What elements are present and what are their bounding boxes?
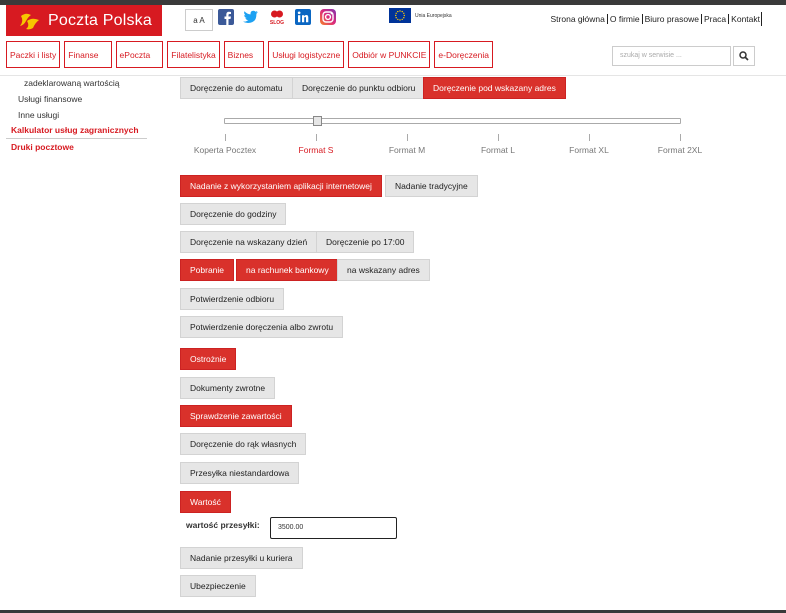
top-link-about[interactable]: O firmie [608, 14, 643, 24]
nav-parcels[interactable]: Paczki i listy [6, 41, 60, 68]
tab-delivery-point[interactable]: Doręczenie do punktu odbioru [292, 77, 425, 99]
main-nav [6, 41, 497, 68]
social-badge-text: SLOG [269, 20, 285, 25]
search-button[interactable] [733, 46, 755, 66]
top-link-jobs[interactable]: Praca [702, 14, 729, 24]
sidebar-item-forms[interactable]: Druki pocztowe [11, 142, 74, 152]
format-tick [498, 134, 499, 141]
delivery-by-hour-button[interactable]: Doręczenie do godziny [180, 203, 286, 225]
nav-pickup-point[interactable]: Odbiór w PUNKCIE [348, 41, 430, 68]
format-label-m[interactable]: Format M [388, 145, 426, 155]
return-documents-button[interactable]: Dokumenty zwrotne [180, 377, 275, 399]
nav-finance[interactable]: Finanse [64, 41, 111, 68]
tab-delivery-address[interactable]: Doręczenie pod wskazany adres [423, 77, 566, 99]
delivery-confirmation-button[interactable]: Potwierdzenie doręczenia albo zwrotu [180, 316, 343, 338]
nav-epoczta[interactable]: ePoczta [116, 41, 164, 68]
non-standard-button[interactable]: Przesyłka niestandardowa [180, 462, 299, 484]
sidebar-item-declared-value[interactable]: zadeklarowaną wartością [24, 78, 120, 88]
insurance-button[interactable]: Ubezpieczenie [180, 575, 256, 597]
header-divider [0, 75, 786, 76]
format-tick [589, 134, 590, 141]
nav-logistics[interactable]: Usługi logistyczne [268, 41, 344, 68]
logo[interactable] [6, 5, 162, 36]
cod-address-button[interactable]: na wskazany adres [337, 259, 430, 281]
posthorn-icon [18, 11, 42, 31]
own-hands-button[interactable]: Doręczenie do rąk własnych [180, 433, 306, 455]
top-links-end-divider [761, 12, 762, 26]
nav-business[interactable]: Biznes [224, 41, 265, 68]
delivery-on-day-button[interactable]: Doręczenie na wskazany dzień [180, 231, 317, 253]
nav-e-delivery[interactable]: e-Doręczenia [434, 41, 493, 68]
fragile-button[interactable]: Ostrożnie [180, 348, 236, 370]
posting-traditional-button[interactable]: Nadanie tradycyjne [385, 175, 478, 197]
top-link-contact[interactable]: Kontakt [731, 14, 760, 24]
sidebar-divider [6, 138, 147, 139]
font-size-toggle[interactable]: a A [185, 9, 213, 31]
search-input[interactable]: szukaj w serwisie ... [612, 46, 731, 66]
format-slider-handle[interactable] [313, 116, 322, 126]
top-link-press[interactable]: Biuro prasowe [643, 14, 702, 24]
cod-button[interactable]: Pobranie [180, 259, 234, 281]
brand-name: Poczta Polska [48, 11, 152, 29]
value-label: wartość przesyłki: [186, 520, 260, 530]
courier-pickup-button[interactable]: Nadanie przesyłki u kuriera [180, 547, 303, 569]
tab-delivery-locker[interactable]: Doręczenie do automatu [180, 77, 293, 99]
format-slider-track[interactable] [224, 118, 681, 124]
format-tick [316, 134, 317, 141]
facebook-icon[interactable] [218, 9, 234, 25]
slido-icon[interactable] [268, 9, 286, 25]
twitter-icon[interactable] [242, 9, 259, 25]
sidebar-item-financial[interactable]: Usługi finansowe [18, 94, 83, 104]
receipt-confirmation-button[interactable]: Potwierdzenie odbioru [180, 288, 284, 310]
format-tick [225, 134, 226, 141]
format-tick [407, 134, 408, 141]
nav-philately[interactable]: Filatelistyka [167, 41, 219, 68]
top-link-home[interactable]: Strona główna [549, 14, 608, 24]
linkedin-icon[interactable] [295, 9, 311, 25]
sidebar-item-other[interactable]: Inne usługi [18, 110, 60, 120]
format-label-xl[interactable]: Format XL [569, 145, 609, 155]
value-input[interactable]: 3500.00 [270, 517, 397, 539]
format-label-envelope[interactable]: Koperta Pocztex [193, 145, 257, 155]
format-label-2xl[interactable]: Format 2XL [657, 145, 703, 155]
eu-flag-icon [389, 8, 411, 23]
content-check-button[interactable]: Sprawdzenie zawartości [180, 405, 292, 427]
format-label-s[interactable]: Format S [298, 145, 334, 155]
delivery-after-17-button[interactable]: Doręczenie po 17:00 [316, 231, 414, 253]
cod-bank-button[interactable]: na rachunek bankowy [236, 259, 339, 281]
posting-app-button[interactable]: Nadanie z wykorzystaniem aplikacji internetowej [180, 175, 382, 197]
top-links [549, 14, 762, 24]
value-button[interactable]: Wartość [180, 491, 231, 513]
sidebar-item-calculator[interactable]: Kalkulator usług zagranicznych [11, 125, 139, 135]
format-label-l[interactable]: Format L [480, 145, 516, 155]
format-tick [680, 134, 681, 141]
search-icon [739, 51, 749, 61]
eu-label: Unia Europejska [415, 12, 452, 19]
instagram-icon[interactable] [320, 9, 336, 25]
eu-logo [389, 8, 452, 23]
